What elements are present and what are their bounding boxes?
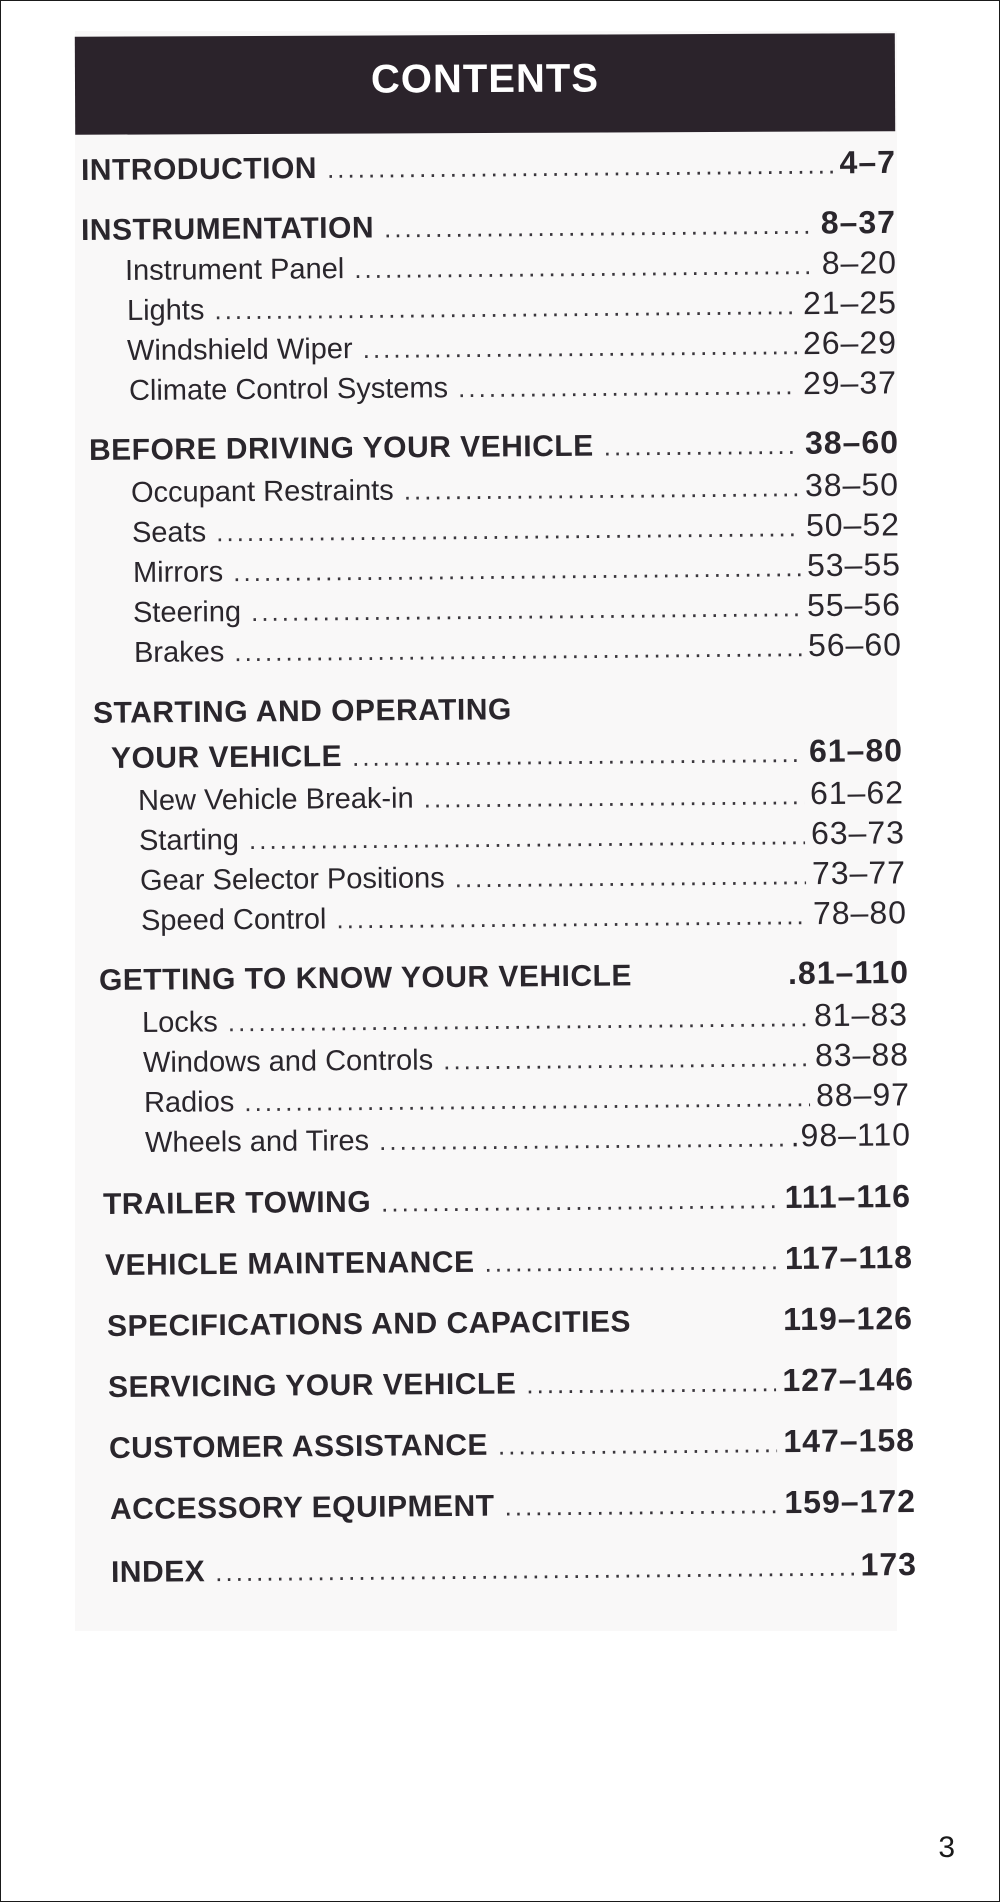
dot-leader	[458, 370, 797, 404]
toc-entry-pages: 21–25	[802, 284, 898, 322]
table-of-contents	[1, 1, 1000, 1902]
toc-entry-label: Climate Control Systems	[128, 372, 449, 407]
toc-entry-label: Lights	[126, 294, 205, 327]
toc-entry-trailer-towing[interactable]	[103, 1178, 911, 1222]
toc-entry-occupant-restraints[interactable]	[131, 466, 899, 510]
dot-leader	[498, 1428, 778, 1461]
toc-entry-label: INTRODUCTION	[80, 151, 318, 187]
toc-entry-label: Locks	[141, 1006, 218, 1039]
toc-entry-label: CUSTOMER ASSISTANCE	[108, 1428, 489, 1465]
toc-entry-wheels-tires[interactable]	[145, 1116, 911, 1160]
toc-entry-pages: 55–56	[806, 586, 902, 624]
dot-leader	[404, 472, 800, 506]
dot-leader	[381, 1184, 779, 1218]
toc-entry-windshield-wiper[interactable]	[127, 324, 897, 368]
toc-entry-pages: 81–83	[813, 996, 909, 1034]
toc-entry-vehicle-maintenance[interactable]	[105, 1239, 913, 1283]
page-title: CONTENTS	[370, 56, 600, 102]
toc-entry-pages: 111–116	[784, 1177, 912, 1216]
toc-entry-customer-assistance[interactable]	[109, 1422, 915, 1466]
dot-leader	[249, 820, 805, 856]
dot-leader	[526, 1367, 776, 1400]
toc-entry-label: Radios	[143, 1086, 235, 1119]
toc-entry-pages: .81–110	[787, 953, 910, 991]
toc-entry-pages: 4–7	[839, 143, 897, 181]
dot-leader	[228, 1002, 808, 1038]
dot-leader	[384, 210, 815, 245]
toc-entry-pages: 53–55	[806, 546, 902, 584]
toc-entry-pages: 78–80	[812, 894, 908, 932]
dot-leader	[484, 1245, 779, 1279]
toc-entry-label: INSTRUMENTATION	[80, 211, 375, 247]
toc-entry-label: Windshield Wiper	[126, 333, 353, 367]
dot-leader	[504, 1489, 778, 1522]
dot-leader	[244, 1082, 810, 1118]
toc-entry-label: INDEX	[110, 1555, 206, 1589]
toc-entry-seats[interactable]	[132, 506, 900, 550]
toc-entry-pages: 117–118	[784, 1238, 914, 1277]
toc-entry-label: Windows and Controls	[142, 1044, 434, 1079]
toc-entry-label: Steering	[132, 596, 242, 629]
dot-leader	[379, 1122, 785, 1157]
toc-entry-label: New Vehicle Break-in	[137, 782, 414, 817]
dot-leader	[604, 430, 800, 463]
toc-entry-gear-selector[interactable]	[140, 854, 906, 898]
dot-leader	[233, 552, 801, 588]
toc-entry-label: BEFORE DRIVING YOUR VEHICLE	[88, 429, 594, 467]
toc-entry-getting-to-know[interactable]	[99, 954, 909, 998]
toc-entry-pages: 63–73	[810, 814, 906, 852]
dot-leader	[354, 250, 816, 285]
toc-entry-label: Wheels and Tires	[144, 1125, 370, 1159]
toc-entry-pages: 147–158	[783, 1421, 916, 1460]
toc-entry-pages: 61–80	[808, 732, 904, 769]
toc-entry-label: SPECIFICATIONS AND CAPACITIES	[106, 1305, 632, 1343]
toc-entry-label: TRAILER TOWING	[102, 1185, 372, 1221]
toc-entry-instrument-panel[interactable]	[125, 244, 897, 288]
dot-leader	[327, 149, 834, 184]
toc-entry-introduction[interactable]	[81, 144, 896, 188]
toc-entry-label: Instrument Panel	[124, 253, 345, 287]
toc-entry-pages: 38–50	[804, 466, 900, 504]
dot-leader	[443, 1042, 809, 1076]
toc-entry-label: Speed Control	[140, 903, 327, 937]
toc-entry-specifications[interactable]	[107, 1300, 913, 1344]
toc-entry-steering[interactable]	[133, 586, 901, 630]
toc-entry-label: Brakes	[133, 636, 225, 669]
toc-entry-label: Seats	[131, 516, 207, 549]
dot-leader	[363, 330, 798, 365]
dot-leader	[214, 290, 797, 326]
toc-entry-mirrors[interactable]	[133, 546, 901, 590]
dot-leader	[251, 592, 801, 628]
toc-entry-servicing[interactable]	[108, 1361, 914, 1405]
toc-entry-pages: 127–146	[782, 1360, 915, 1399]
toc-entry-break-in[interactable]	[138, 774, 904, 818]
toc-entry-pages: 88–97	[815, 1076, 911, 1114]
toc-entry-pages: 38–60	[804, 423, 900, 461]
toc-entry-pages: 26–29	[802, 324, 898, 362]
toc-entry-pages: 61–62	[809, 774, 905, 812]
toc-entry-label: Starting	[138, 824, 240, 857]
dot-leader	[216, 512, 800, 548]
toc-entry-speed-control[interactable]	[141, 894, 907, 938]
toc-entry-radios[interactable]	[144, 1076, 910, 1120]
toc-entry-lights[interactable]	[127, 284, 897, 328]
toc-heading-starting[interactable]: STARTING AND OPERATING	[92, 693, 512, 730]
toc-entry-accessory-equipment[interactable]	[110, 1483, 916, 1527]
toc-entry-pages: 8–20	[821, 244, 898, 281]
toc-entry-pages: 119–126	[783, 1299, 914, 1338]
toc-entry-pages: 159–172	[784, 1482, 917, 1521]
toc-entry-index[interactable]	[111, 1546, 917, 1590]
toc-entry-before-driving[interactable]	[89, 424, 899, 468]
toc-entry-pages: 29–37	[802, 364, 898, 402]
toc-entry-label: Occupant Restraints	[130, 474, 394, 509]
toc-entry-label: YOUR VEHICLE	[110, 739, 343, 775]
toc-entry-label: GETTING TO KNOW YOUR VEHICLE	[98, 959, 633, 997]
toc-entry-locks[interactable]	[142, 996, 908, 1040]
toc-entry-windows-controls[interactable]	[143, 1036, 909, 1080]
toc-entry-label: Gear Selector Positions	[139, 862, 445, 897]
dot-leader	[336, 900, 807, 935]
dot-leader	[424, 780, 805, 814]
toc-entry-label: Mirrors	[132, 556, 224, 589]
page-number: 3	[938, 1831, 955, 1864]
toc-entry-pages: 173	[860, 1545, 918, 1583]
toc-entry-pages: 50–52	[805, 506, 901, 544]
toc-entry-starting[interactable]	[139, 814, 905, 858]
toc-entry-your-vehicle[interactable]	[111, 732, 903, 776]
toc-entry-pages: .98–110	[790, 1116, 912, 1154]
toc-entry-pages: 8–37	[820, 203, 897, 241]
toc-entry-pages: 83–88	[814, 1036, 910, 1074]
toc-entry-label: ACCESSORY EQUIPMENT	[109, 1489, 495, 1526]
toc-entry-climate-control[interactable]	[129, 364, 897, 408]
toc-entry-instrumentation[interactable]	[81, 204, 896, 248]
dot-leader	[352, 738, 803, 773]
toc-entry-label: SERVICING YOUR VEHICLE	[107, 1367, 517, 1404]
toc-entry-pages: 73–77	[811, 854, 907, 892]
dot-leader	[455, 860, 807, 894]
dot-leader	[234, 632, 802, 668]
dot-leader	[215, 1552, 855, 1589]
toc-entry-pages: 56–60	[807, 626, 903, 664]
toc-entry-brakes[interactable]	[134, 626, 902, 670]
toc-entry-label: VEHICLE MAINTENANCE	[104, 1245, 475, 1282]
